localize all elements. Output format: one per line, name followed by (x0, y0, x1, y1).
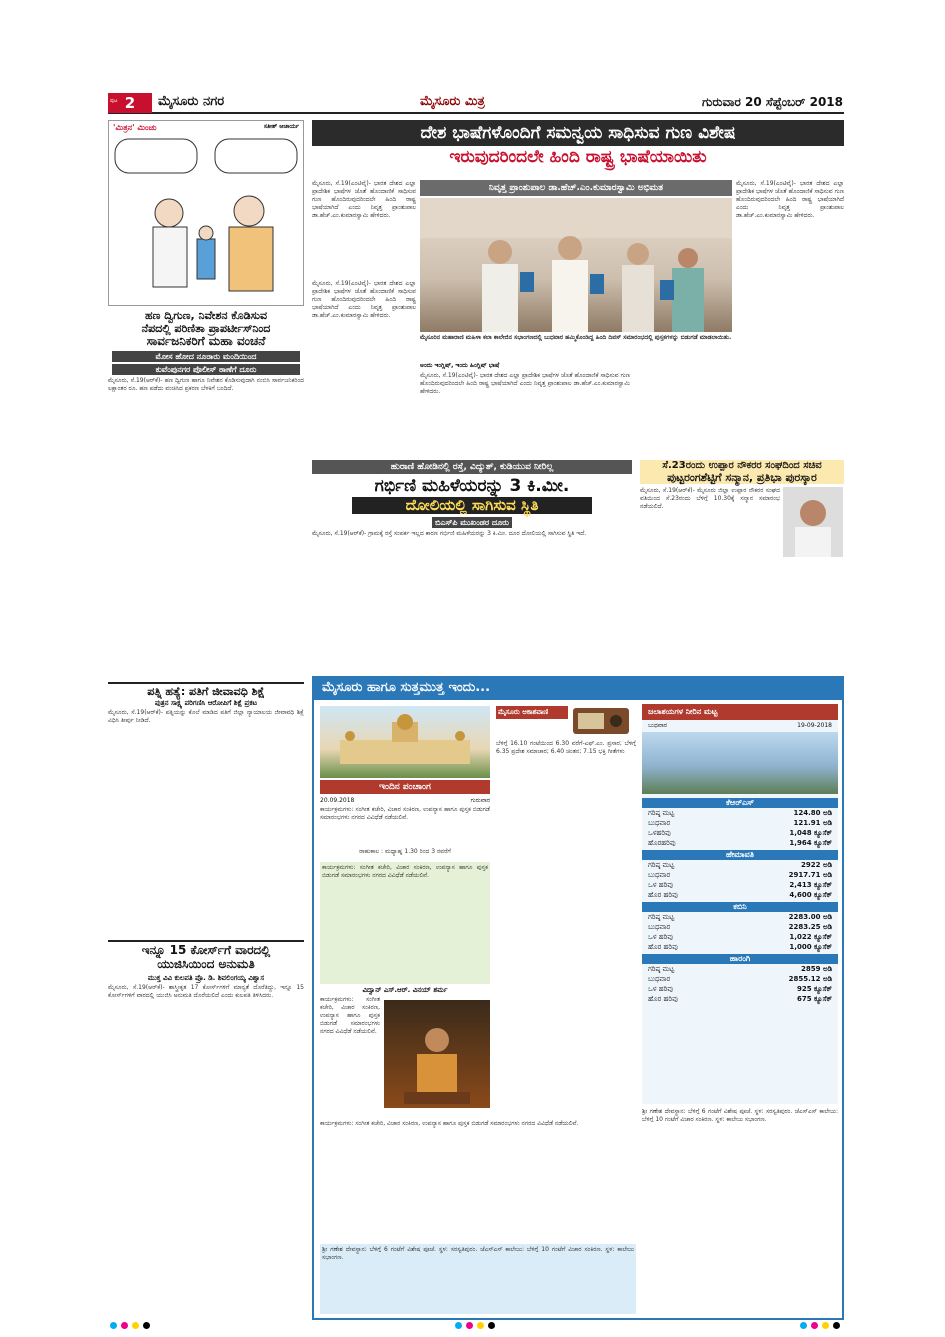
story-ugc-headline-1: ಇನ್ನೂ 15 ಕೋರ್ಸ್‌ಗೆ ವಾರದಲ್ಲಿ (108, 940, 304, 958)
cartoon-title: 'ಮಿತ್ರನ' ಮಿಂಚು (113, 123, 157, 132)
story-village-headline-2: ದೋಲಿಯಲ್ಲಿ ಸಾಗಿಸುವ ಸ್ಥಿತಿ (352, 497, 592, 514)
page-label: ಪುಟ (110, 98, 118, 104)
story-murder-headline: ಪತ್ನಿ ಹತ್ಯೆ: ಪತಿಗೆ ಜೀವಾವಧಿ ಶಿಕ್ಷೆ (108, 682, 304, 699)
dam-row (642, 994, 838, 1004)
story-murder (108, 682, 304, 927)
page-number-badge: 2 (108, 93, 152, 113)
dam-row-label: ಹೊರ ಹರಿವು (648, 943, 678, 951)
registration-marks-center (455, 1322, 495, 1329)
lead-body-col1: ಮೈಸೂರು, ಸೆ.19(ಎಂಟಿವೈ)- ಭಾರತ ದೇಶದ ಎಲ್ಲಾ ಪ್ರಾದೇಶಿಕ ಭಾಷೆಗಳ ಜೊತೆ ಹೊಂದಾಣಿಕೆ ಸಾಧಿಸುವ ಗುಣ ಹೊಂದಿರುವುದರಿಂದಲೇ ಹಿಂದಿ ರಾಷ್ಟ್ರ ಭಾಷೆಯಾಗಿದೆ ಎಂದು ನಿವೃತ್ತ ಪ್ರಾಂಶುಪಾಲ ಡಾ.ಹೆಚ್.ಎಂ.ಕುಮಾರಸ್ವಾಮಿ ಹೇಳಿದರು. (312, 280, 416, 319)
dam-row-label: ಬುಧವಾರ (648, 819, 671, 827)
dam-row (642, 984, 838, 994)
palace-photo (320, 706, 490, 778)
event-body: ಕಾರ್ಯಕ್ರಮಗಳು: ಸಂಗೀತ ಕಚೇರಿ, ವಿಚಾರ ಸಂಕಿರಣ, ಉಪನ್ಯಾಸ ಹಾಗೂ ಪುಸ್ತಕ ಬಿಡುಗಡೆ ಸಮಾರಂಭಗಳು ನಗರದ ವಿವಿಧೆಡೆ ನಡೆಯಲಿವೆ. (320, 996, 380, 1035)
listings-right: ಶ್ರೀ ಗಣೇಶ ದೇವಸ್ಥಾನ: ಬೆಳಿಗ್ಗೆ 6 ಗಂಟೆಗೆ ವಿಶೇಷ ಪೂಜೆ. ಸ್ಥಳ: ಸರಸ್ವತಿಪುರಂ. ಜೆಎಸ್‌ಎಸ್ ಕಾಲೇಜು: ಬೆಳಿಗ್ಗೆ 10 ಗಂಟೆಗೆ ವಿಚಾರ ಸಂಕಿರಣ. ಸ್ಥಳ: ಕಾಲೇಜು ಸಭಾಂಗಣ. (642, 1108, 838, 1123)
story-ugc-subhead: ಮುಕ್ತ ವಿವಿ ಕುಲಪತಿ ಪ್ರೊ. ಡಿ. ಶಿವಲಿಂಗಯ್ಯ ವಿಶ್ವಾಸ (147, 973, 265, 982)
dam-row-value: 124.80 ಅಡಿ (793, 809, 832, 817)
dam-row (642, 942, 838, 952)
reservoir-tables (642, 796, 838, 1004)
story-fraud-sub-2: ಕುವೆಂಪುನಗರ ಪೊಲೀಸ್ ಠಾಣೆಗೆ ದೂರು (112, 364, 300, 375)
dam-row-label: ಒಳ ಹರಿವು (648, 881, 673, 889)
story-village-subhead: ಬಿಎಸ್‌ಪಿ ಮುಖಂಡರ ದೂರು (432, 517, 512, 528)
dam-row-label: ಬುಧವಾರ (648, 871, 671, 879)
dam-row-label: ಗರಿಷ್ಠ ಮಟ್ಟ (648, 965, 675, 973)
lead-dateline: ಮೈಸೂರು, ಸೆ.19(ಎಂಟಿವೈ)- ಭಾರತ ದೇಶದ ಎಲ್ಲಾ ಪ್ರಾದೇಶಿಕ ಭಾಷೆಗಳ ಜೊತೆ ಹೊಂದಾಣಿಕೆ ಸಾಧಿಸುವ ಗುಣ ಹೊಂದಿರುವುದರಿಂದಲೇ ಹಿಂದಿ ರಾಷ್ಟ್ರ ಭಾಷೆಯಾಗಿದೆ ಎಂದು ನಿವೃತ್ತ ಪ್ರಾಂಶುಪಾಲ ಡಾ.ಹೆಚ್.ಎಂ.ಕುಮಾರಸ್ವಾಮಿ ಹೇಳಿದರು. (312, 180, 416, 219)
dam-row-value: 1,000 ಕ್ಯೂಸೆಕ್ (789, 943, 832, 951)
story-fraud-headline-2: ನೆಪದಲ್ಲಿ ಪರಿಣಿತಾ ಪ್ರಾಪರ್ಟೀಸ್‍ನಿಂದ (141, 321, 271, 335)
dam-row-value: 2283.25 ಅಡಿ (788, 923, 832, 931)
registration-marks-right (800, 1322, 840, 1329)
dam-row-value: 2917.71 ಅಡಿ (788, 871, 832, 879)
portrait-photo (783, 487, 843, 557)
dam-row (642, 964, 838, 974)
lead-body-col2: ಮೈಸೂರು, ಸೆ.19(ಎಂಟಿವೈ)- ಭಾರತ ದೇಶದ ಎಲ್ಲಾ ಪ್ರಾದೇಶಿಕ ಭಾಷೆಗಳ ಜೊತೆ ಹೊಂದಾಣಿಕೆ ಸಾಧಿಸುವ ಗುಣ ಹೊಂದಿರುವುದರಿಂದಲೇ ಹಿಂದಿ ರಾಷ್ಟ್ರ ಭಾಷೆಯಾಗಿದೆ ಎಂದು ನಿವೃತ್ತ ಪ್ರಾಂಶುಪಾಲ ಡಾ.ಹೆಚ್.ಎಂ.ಕುಮಾರಸ್ವಾಮಿ ಹೇಳಿದರು. (420, 372, 630, 395)
panchanga-body: ಕಾರ್ಯಕ್ರಮಗಳು: ಸಂಗೀತ ಕಚೇರಿ, ವಿಚಾರ ಸಂಕಿರಣ, ಉಪನ್ಯಾಸ ಹಾಗೂ ಪುಸ್ತಕ ಬಿಡುಗಡೆ ಸಮಾರಂಭಗಳು ನಗರದ ವಿವಿಧೆಡೆ ನಡೆಯಲಿವೆ. (320, 806, 490, 821)
event-title: ವಿದ್ವಾನ್ ಎಸ್.ಆರ್. ವಿನಯ್ ಶರ್ಮ (362, 986, 448, 994)
lead-photo-caption: ಮೈಸೂರಿನ ಮಹಾರಾಣಿ ಮಹಿಳಾ ಕಲಾ ಕಾಲೇಜಿನ ಸಭಾಂಗಣದಲ್ಲಿ ಬುಧವಾರ ಹಮ್ಮಿಕೊಂಡಿದ್ದ ಹಿಂದಿ ದಿವಸ್ ಸಮಾರಂಭದಲ್ಲಿ ಪುಸ್ತಕಗಳನ್ನು ಬಿಡುಗಡೆ ಮಾಡಲಾಯಿತು. (420, 334, 732, 341)
story-village-headline-1: ಗರ್ಭಿಣಿ ಮಹಿಳೆಯರನ್ನು 3 ಕಿ.ಮೀ. (374, 476, 570, 497)
dam-row-value: 2922 ಅಡಿ (801, 861, 832, 869)
dam-row-label: ಬುಧವಾರ (648, 975, 671, 983)
dam-row-label: ಒಳ ಹರಿವು (648, 933, 673, 941)
reservoir-day: ಬುಧವಾರ (648, 722, 667, 729)
dam-row-label: ಒಳ ಹರಿವು (648, 985, 673, 993)
dam-row-value: 121.91 ಅಡಿ (793, 819, 832, 827)
dam-row-value: 2855.12 ಅಡಿ (788, 975, 832, 983)
dam-row (642, 880, 838, 890)
rahu-kala: ರಾಹುಕಾಲ : ಮಧ್ಯಾಹ್ನ 1.30 ರಿಂದ 3 ರವರೆಗೆ (359, 848, 451, 855)
radio-icon (572, 704, 630, 736)
reservoir-date: 19-09-2018 (797, 722, 832, 729)
dam-row (642, 922, 838, 932)
dam-row-value: 2283.00 ಅಡಿ (788, 913, 832, 921)
listings-left: ಶ್ರೀ ಗಣೇಶ ದೇವಸ್ಥಾನ: ಬೆಳಿಗ್ಗೆ 6 ಗಂಟೆಗೆ ವಿಶೇಷ ಪೂಜೆ. ಸ್ಥಳ: ಸರಸ್ವತಿಪುರಂ. ಜೆಎಸ್‌ಎಸ್ ಕಾಲೇಜು: ಬೆಳಿಗ್ಗೆ 10 ಗಂಟೆಗೆ ವಿಚಾರ ಸಂಕಿರಣ. ಸ್ಥಳ: ಕಾಲೇಜು ಸಭಾಂಗಣ. (320, 1244, 636, 1314)
dam-row-value: 2859 ಅಡಿ (801, 965, 832, 973)
story-fraud-sub-1: ಮೋಸ ಹೋದ ನೂರಾರು ಮಂದಿಯಿಂದ (112, 351, 300, 362)
event-details: ಕಾರ್ಯಕ್ರಮಗಳು: ಸಂಗೀತ ಕಚೇರಿ, ವಿಚಾರ ಸಂಕಿರಣ, ಉಪನ್ಯಾಸ ಹಾಗೂ ಪುಸ್ತಕ ಬಿಡುಗಡೆ ಸಮಾರಂಭಗಳು ನಗರದ ವಿವಿಧೆಡೆ ನಡೆಯಲಿವೆ. (320, 1120, 579, 1127)
dam-row-value: 675 ಕ್ಯೂಸೆಕ್ (796, 995, 832, 1003)
dam-name: ಹಾರಂಗಿ (642, 954, 838, 964)
dam-row (642, 932, 838, 942)
dam-row-value: 1,964 ಕ್ಯೂಸೆಕ್ (789, 839, 832, 847)
dam-row-value: 1,022 ಕ್ಯೂಸೆಕ್ (789, 933, 832, 941)
story-ugc-body: ಮೈಸೂರು, ಸೆ.19(ಆರ್‌ಕೆ)- ಶಾಸ್ತ್ರೀಕೃತ 17 ಕೋರ್ಸ್‌ಗಳಿಗೆ ಮಾನ್ಯತೆ ದೊರೆತಿದ್ದು, ಇನ್ನೂ 15 ಕೋರ್ಸ್‌ಗಳಿಗೆ ವಾರದಲ್ಲಿ ಯುಜಿಸಿ ಅನುಮತಿ ದೊರೆಯಲಿದೆ ಎಂದು ಕುಲಪತಿ ತಿಳಿಸಿದರು. (108, 983, 304, 999)
story-village-kicker: ಹುರಾಣಿ ಹೋಡಿನಲ್ಲಿ ರಸ್ತೆ, ವಿದ್ಯುತ್, ಕುಡಿಯುವ ನೀರಿಲ್ಲ (312, 460, 632, 474)
issue-date: ಗುರುವಾರ 20 ಸೆಪ್ಟೆಂಬರ್ 2018 (702, 95, 843, 109)
story-fraud-headline-1: ಹಣ ದ್ವಿಗುಣ, ನಿವೇಶನ ಕೊಡಿಸುವ (144, 309, 268, 322)
dam-row (642, 870, 838, 880)
dam-row-label: ಗರಿಷ್ಠ ಮಟ್ಟ (648, 809, 675, 817)
dam-row-label: ಗರಿಷ್ಠ ಮಟ್ಟ (648, 861, 675, 869)
story-village (312, 460, 632, 644)
story-fraud (108, 310, 304, 643)
reservoir-date-row (642, 722, 838, 730)
events-list: ಕಾರ್ಯಕ್ರಮಗಳು: ಸಂಗೀತ ಕಚೇರಿ, ವಿಚಾರ ಸಂಕಿರಣ, ಉಪನ್ಯಾಸ ಹಾಗೂ ಪುಸ್ತಕ ಬಿಡುಗಡೆ ಸಮಾರಂಭಗಳು ನಗರದ ವಿವಿಧೆಡೆ ನಡೆಯಲಿವೆ. (320, 862, 490, 984)
story-village-body: ಮೈಸೂರು, ಸೆ.19(ಆರ್‌ಕೆ)- ಗ್ರಾಮಕ್ಕೆ ರಸ್ತೆ ಸಂಪರ್ಕ ಇಲ್ಲದ ಕಾರಣ ಗರ್ಭಿಣಿ ಮಹಿಳೆಯರನ್ನು 3 ಕಿ.ಮೀ. ದೂರ ದೋಲಿಯಲ್ಲಿ ಸಾಗಿಸುವ ಸ್ಥಿತಿ ಇದೆ. (312, 530, 587, 538)
dam-row (642, 818, 838, 828)
dam-row (642, 912, 838, 922)
lead-kicker: ನಿವೃತ್ತ ಪ್ರಾಂಶುಪಾಲ ಡಾ.ಹೆಚ್.ಎಂ.ಕುಮಾರಸ್ವಾಮಿ ಅಭಿಮತ (420, 180, 732, 196)
story-murder-body: ಮೈಸೂರು, ಸೆ.19(ಆರ್‌ಕೆ)- ಪತ್ನಿಯನ್ನು ಕೊಲೆ ಮಾಡಿದ ಪತಿಗೆ ಜಿಲ್ಲಾ ನ್ಯಾಯಾಲಯ ಜೀವಾವಧಿ ಶಿಕ್ಷೆ ವಿಧಿಸಿ ತೀರ್ಪು ನೀಡಿದೆ. (108, 708, 304, 724)
dam-row-label: ಒಳಹರಿವು (648, 829, 671, 837)
dam-row-label: ಹೊರ ಹರಿವು (648, 995, 678, 1003)
dam-row (642, 838, 838, 848)
dam-name: ಕಬಿನಿ (642, 902, 838, 912)
dam-name: ಹೇಮಾವತಿ (642, 850, 838, 860)
cartoon-box (108, 120, 304, 306)
panchanga-title: ಇಂದಿನ ಪಂಚಾಂಗ (320, 780, 490, 794)
dam-row (642, 828, 838, 838)
panchanga-dateline (320, 797, 490, 805)
panchanga-date: 20.09.2018 (320, 797, 355, 804)
story-murder-subhead: ಪುತ್ರನ ಸಾಕ್ಷ್ಯ ಪರಿಗಣಿಸಿ ಆರೋಪಿಗೆ ಶಿಕ್ಷೆ ಪ್ರಕಟ (154, 698, 258, 707)
cartoon-artist: ಸತೀಶ್ ಆಚಾರ್ಯ (263, 123, 299, 130)
story-uppara-headline-2: ಪುಟ್ಟರಂಗಶೆಟ್ಟಿಗೆ ಸನ್ಮಾನ, ಪ್ರತಿಭಾ ಪುರಸ್ಕಾರ (640, 472, 844, 485)
radio-schedule: ಬೆಳಿಗ್ಗೆ 16.10 ಗಂಟೆಯಿಂದ 6.30 ವರೆಗೆ-ಎಫ್.ಎಂ. ಪ್ರಸಾರ; ಬೆಳಿಗ್ಗೆ 6.35 ಪ್ರದೇಶ ಸಮಾಚಾರ; 6.40 ಚಿಂತನ; 7.15 ಭಕ್ತಿ ಗೀತೆಗಳು (496, 740, 636, 755)
dam-row-value: 1,048 ಕ್ಯೂಸೆಕ್ (789, 829, 832, 837)
dam-row (642, 860, 838, 870)
story-uppara-headline-1: ಸೆ.23ರಂದು ಉಪ್ಪಾರ ನೌಕರರ ಸಂಘದಿಂದ ಸಚಿವ (640, 460, 844, 472)
dam-row-label: ಗರಿಷ್ಠ ಮಟ್ಟ (648, 913, 675, 921)
story-fraud-headline-3: ಸಾರ್ವಜನಿಕರಿಗೆ ಮಹಾ ವಂಚನೆ (146, 334, 266, 349)
lead-headline-1: ದೇಶ ಭಾಷೆಗಳೊಂದಿಗೆ ಸಮನ್ವಯ ಸಾಧಿಸುವ ಗುಣ ವಿಶೇಷ (312, 120, 844, 146)
dam-row (642, 974, 838, 984)
dam-row-label: ಬುಧವಾರ (648, 923, 671, 931)
panchanga-day: ಗುರುವಾರ (470, 797, 490, 804)
dam-row-value: 2,413 ಕ್ಯೂಸೆಕ್ (789, 881, 832, 889)
dam-photo (642, 732, 838, 794)
masthead-logo: ಮೈಸೂರು ಮಿತ್ರ (420, 94, 485, 109)
story-uppara (640, 460, 844, 651)
story-uppara-body: ಮೈಸೂರು, ಸೆ.19(ಆರ್‌ಕೆ)- ಮೈಸೂರು ಜಿಲ್ಲಾ ಉಪ್ಪಾರ ನೌಕರರ ಸಂಘದ ವತಿಯಿಂದ ಸೆ.23ರಂದು ಬೆಳಿಗ್ಗೆ 10.30ಕ್ಕೆ ಸನ್ಮಾನ ಸಮಾರಂಭ ನಡೆಯಲಿದೆ. (640, 487, 780, 511)
dam-row-value: 925 ಕ್ಯೂಸೆಕ್ (796, 985, 832, 993)
dam-row (642, 808, 838, 818)
story-ugc (108, 940, 304, 1250)
dam-row (642, 890, 838, 900)
dam-row-label: ಹೊರ ಹರಿವು (648, 891, 678, 899)
lead-subhead: ಅಂದು ಇಂಗ್ಲಿಷ್, ಇಂದು ಹಿಂಗ್ಲಿಷ್ ಭಾಷೆ (420, 362, 500, 369)
cartoon-illustration (109, 135, 303, 303)
musician-photo (384, 1000, 490, 1108)
lead-headline-2: ಇರುವುದರಿಂದಲೇ ಹಿಂದಿ ರಾಷ್ಟ್ರ ಭಾಷೆಯಾಯಿತು (449, 147, 707, 167)
reservoir-title: ಜಲಾಶಯಗಳ ನೀರಿನ ಮಟ್ಟ (642, 704, 838, 720)
today-title: ಮೈಸೂರು ಹಾಗೂ ಸುತ್ತಮುತ್ತ ಇಂದು... (312, 676, 844, 700)
radio-title: ಮೈಸೂರು ಆಕಾಶವಾಣಿ (496, 706, 568, 719)
dam-name: ಕೆಆರ್‌ಎಸ್ (642, 798, 838, 808)
registration-marks-left (110, 1322, 150, 1329)
dam-row-label: ಹೊರಹರಿವು (648, 839, 676, 847)
lead-photo (420, 198, 732, 332)
dam-row-value: 4,600 ಕ್ಯೂಸೆಕ್ (789, 891, 832, 899)
story-fraud-body: ಮೈಸೂರು, ಸೆ.19(ಆರ್‌ಕೆ)- ಹಣ ದ್ವಿಗುಣ ಹಾಗೂ ನಿವೇಶನ ಕೊಡಿಸುವುದಾಗಿ ನಂಬಿಸಿ ಸಾರ್ವಜನಿಕರಿಂದ ಲಕ್ಷಾಂತರ ರೂ. ಹಣ ಪಡೆದು ವಂಚಿಸಿದ ಪ್ರಕರಣ ಬೆಳಕಿಗೆ ಬಂದಿದೆ. (108, 377, 304, 393)
section-title: ಮೈಸೂರು ನಗರ (158, 94, 225, 109)
story-ugc-headline-2: ಯುಜಿಸಿಯಿಂದ ಅನುಮತಿ (157, 956, 255, 971)
lead-body-col3: ಮೈಸೂರು, ಸೆ.19(ಎಂಟಿವೈ)- ಭಾರತ ದೇಶದ ಎಲ್ಲಾ ಪ್ರಾದೇಶಿಕ ಭಾಷೆಗಳ ಜೊತೆ ಹೊಂದಾಣಿಕೆ ಸಾಧಿಸುವ ಗುಣ ಹೊಂದಿರುವುದರಿಂದಲೇ ಹಿಂದಿ ರಾಷ್ಟ್ರ ಭಾಷೆಯಾಗಿದೆ ಎಂದು ನಿವೃತ್ತ ಪ್ರಾಂಶುಪಾಲ ಡಾ.ಹೆಚ್.ಎಂ.ಕುಮಾರಸ್ವಾಮಿ ಹೇಳಿದರು. (736, 180, 844, 219)
